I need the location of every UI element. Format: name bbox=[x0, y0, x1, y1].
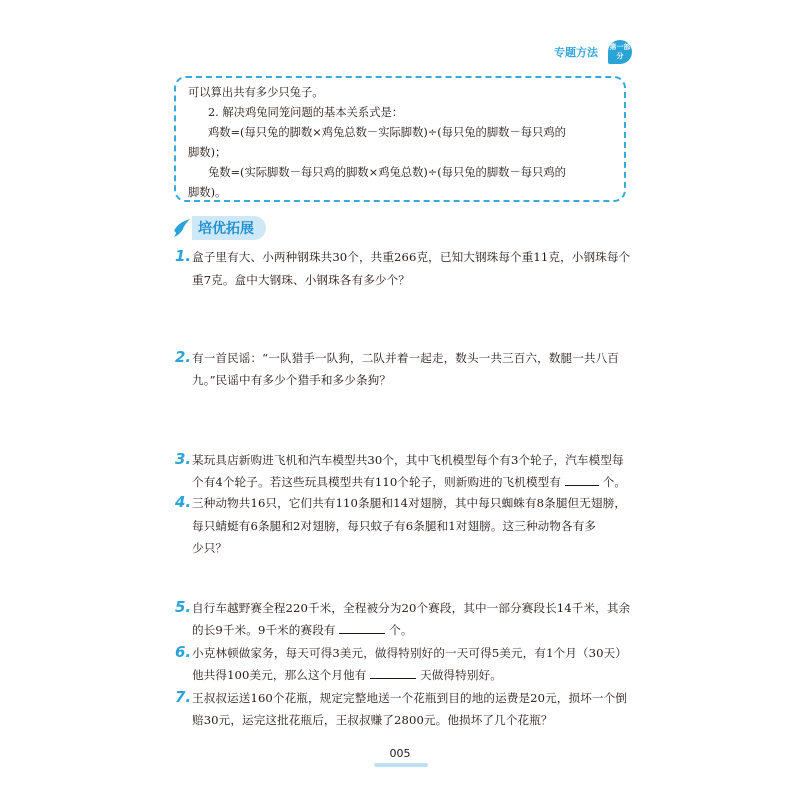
answer-blank[interactable] bbox=[565, 475, 599, 486]
question-text: 每只蜻蜓有6条腿和2对翅膀，每只蚊子有6条腿和1对翅膀。这三种动物各有多 bbox=[192, 519, 597, 533]
answer-blank[interactable] bbox=[339, 623, 385, 634]
question-text: 王叔叔运送160个花瓶，规定完整地送一个花瓶到目的地的运费是20元，损坏一个倒 bbox=[192, 691, 627, 705]
box-line: 脚数)。 bbox=[188, 186, 227, 199]
bird-icon bbox=[172, 217, 192, 239]
question-text: 有一首民谣：“一队猎手一队狗，二队并着一起走，数头一共三百六，数腿一共八百 bbox=[192, 351, 620, 365]
question-number: 2. bbox=[175, 348, 192, 366]
question-text-part: 个。 bbox=[389, 623, 413, 637]
section-heading bbox=[172, 216, 266, 240]
question-text bbox=[192, 667, 502, 683]
question-text-part: 个有4个轮子。若这些玩具模型共有110个轮子，则新购进的飞机模型有 bbox=[192, 475, 562, 489]
question-text bbox=[192, 474, 626, 490]
box-line: 2. 解决鸡兔同笼问题的基本关系式是： bbox=[208, 106, 404, 119]
question-text: 赔30元，运完这批花瓶后，王叔叔赚了2800元。他损坏了几个花瓶？ bbox=[192, 713, 553, 727]
question-number: 1. bbox=[175, 247, 192, 265]
footer-bar bbox=[374, 763, 428, 767]
question-number: 5. bbox=[175, 598, 192, 616]
page-number: 005 bbox=[389, 747, 411, 760]
question-text: 少只？ bbox=[192, 541, 228, 555]
question-text-part: 的长9千米。9千米的赛段有 bbox=[192, 623, 336, 637]
question-number: 3. bbox=[175, 450, 192, 468]
question-text: 盒子里有大、小两种钢珠共30个，共重266克，已知大钢珠每个重11克，小钢珠每个 bbox=[192, 250, 631, 264]
question-text: 九。”民谣中有多少个猎手和多少条狗？ bbox=[192, 373, 392, 387]
question-text-part: 他共得100美元，那么这个月他有 bbox=[192, 668, 367, 682]
knowledge-box bbox=[174, 76, 626, 202]
box-line: 鸡数=(每只兔的脚数×鸡兔总数－实际脚数)÷(每只兔的脚数－每只鸡的 bbox=[208, 126, 566, 139]
question-text: 某玩具店新购进飞机和汽车模型共30个，其中飞机模型每个有3个轮子，汽车模型每 bbox=[192, 453, 624, 467]
question-text-part: 个。 bbox=[602, 475, 627, 489]
question-text: 自行车越野赛全程220千米，全程被分为20个赛段，其中一部分赛段长14千米，其余 bbox=[192, 601, 631, 615]
question-text: 三种动物共16只，它们共有110条腿和14对翅膀，其中每只蜘蛛有8条腿但无翅膀， bbox=[192, 496, 627, 510]
question-text: 小克林顿做家务，每天可得3美元，做得特别好的一天可得5美元，有1个月（30天） bbox=[192, 646, 627, 660]
box-line: 兔数=(实际脚数－每只鸡的脚数×鸡兔总数)÷(每只兔的脚数－每只鸡的 bbox=[208, 166, 566, 179]
question-number: 4. bbox=[175, 493, 192, 511]
question-number: 7. bbox=[175, 688, 192, 706]
section-title: 培优拓展 bbox=[192, 216, 266, 240]
box-line: 脚数)； bbox=[188, 146, 227, 159]
part-badge: 第一部分 bbox=[608, 40, 632, 64]
answer-blank[interactable] bbox=[370, 668, 416, 679]
question-text: 重7克。盒中大钢珠、小钢珠各有多少个？ bbox=[192, 273, 410, 287]
box-line: 可以算出共有多少只兔子。 bbox=[188, 86, 324, 99]
header-title: 专题方法 bbox=[554, 46, 598, 59]
page-header bbox=[554, 40, 632, 64]
question-number: 6. bbox=[175, 643, 192, 661]
question-text-part: 天做得特别好。 bbox=[420, 668, 502, 682]
question-text bbox=[192, 622, 413, 638]
